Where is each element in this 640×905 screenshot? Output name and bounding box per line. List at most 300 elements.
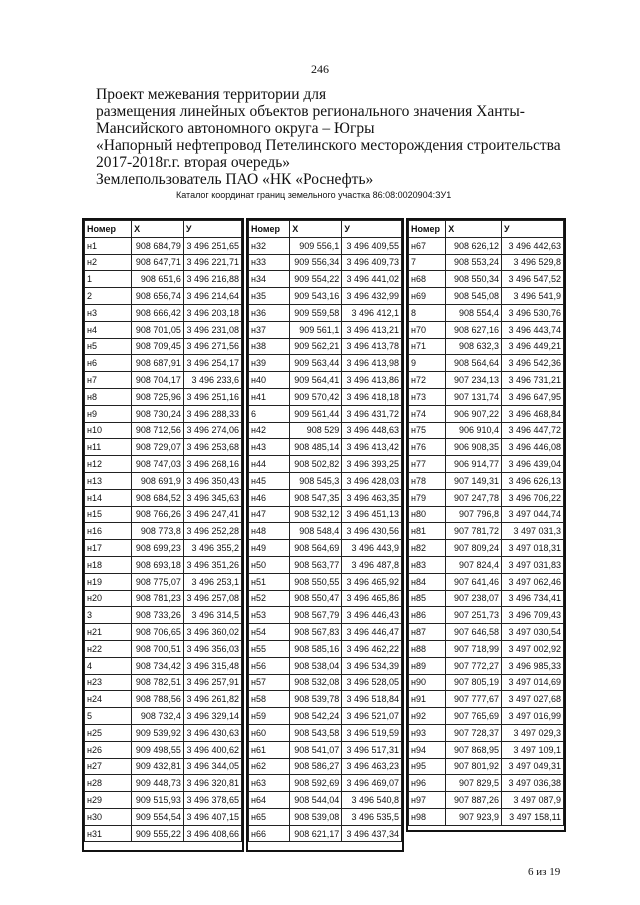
coord-y: 3 497 002,92 bbox=[501, 640, 563, 657]
coord-x: 909 559,58 bbox=[290, 304, 342, 321]
coord-y: 3 496 355,2 bbox=[183, 540, 241, 557]
coord-y: 3 496 441,02 bbox=[342, 271, 402, 288]
coord-x: 908 709,45 bbox=[132, 338, 184, 355]
table-row bbox=[409, 640, 564, 657]
table-row bbox=[249, 321, 402, 338]
table-row bbox=[409, 472, 564, 489]
table-row bbox=[85, 372, 242, 389]
table-row bbox=[409, 590, 564, 607]
coord-y: 3 496 356,03 bbox=[183, 640, 241, 657]
coord-x: 908 687,91 bbox=[132, 355, 184, 372]
coord-x: 908 542,24 bbox=[290, 708, 342, 725]
coord-y: 3 496 540,8 bbox=[342, 792, 402, 809]
point-number: н66 bbox=[249, 825, 290, 842]
coord-y: 3 496 530,76 bbox=[501, 304, 563, 321]
coord-x: 908 781,23 bbox=[132, 590, 184, 607]
table-row bbox=[85, 540, 242, 557]
coord-x: 908 543,58 bbox=[290, 724, 342, 741]
coord-y: 3 496 647,95 bbox=[501, 388, 563, 405]
table-row bbox=[249, 523, 402, 540]
point-number: н85 bbox=[409, 590, 446, 607]
coord-y: 3 496 541,9 bbox=[501, 288, 563, 305]
point-number: н9 bbox=[85, 405, 132, 422]
point-number: 6 bbox=[249, 405, 290, 422]
table-row bbox=[85, 271, 242, 288]
coord-y: 3 496 518,84 bbox=[342, 691, 402, 708]
coord-y: 3 496 221,71 bbox=[183, 254, 241, 271]
point-number: 2 bbox=[85, 288, 132, 305]
coord-x: 907 824,4 bbox=[446, 556, 502, 573]
point-number: н92 bbox=[409, 708, 446, 725]
table-row bbox=[409, 808, 564, 825]
coord-x: 907 829,5 bbox=[446, 775, 502, 792]
coord-y: 3 496 360,02 bbox=[183, 624, 241, 641]
coord-x: 907 234,13 bbox=[446, 372, 502, 389]
coord-x: 908 529 bbox=[290, 422, 342, 439]
coord-x: 908 647,71 bbox=[132, 254, 184, 271]
coord-x: 908 704,17 bbox=[132, 372, 184, 389]
coord-y: 3 496 463,35 bbox=[342, 489, 402, 506]
header-x: X bbox=[290, 221, 342, 238]
coord-y: 3 496 252,28 bbox=[183, 523, 241, 540]
table-row bbox=[85, 288, 242, 305]
point-number: н74 bbox=[409, 405, 446, 422]
title-line: Проект межевания территории для bbox=[96, 86, 327, 103]
point-number: 3 bbox=[85, 607, 132, 624]
coord-y: 3 496 314,5 bbox=[183, 607, 241, 624]
coord-x: 909 498,55 bbox=[132, 741, 184, 758]
coord-x: 908 545,3 bbox=[290, 472, 342, 489]
coord-x: 907 641,46 bbox=[446, 573, 502, 590]
coord-x: 908 567,83 bbox=[290, 624, 342, 641]
point-number: н62 bbox=[249, 758, 290, 775]
coord-y: 3 496 253,1 bbox=[183, 573, 241, 590]
table-row bbox=[409, 489, 564, 506]
coordinate-table-3 bbox=[406, 218, 566, 832]
coord-y: 3 496 430,56 bbox=[342, 523, 402, 540]
coord-y: 3 497 029,3 bbox=[501, 724, 563, 741]
table-row bbox=[409, 271, 564, 288]
table-row bbox=[409, 758, 564, 775]
header-number: Номер bbox=[409, 221, 446, 238]
coord-y: 3 496 351,26 bbox=[183, 556, 241, 573]
coord-y: 3 496 431,72 bbox=[342, 405, 402, 422]
point-number: н11 bbox=[85, 439, 132, 456]
coord-x: 908 699,23 bbox=[132, 540, 184, 557]
point-number: н4 bbox=[85, 321, 132, 338]
coord-x: 908 485,14 bbox=[290, 439, 342, 456]
table-row bbox=[409, 540, 564, 557]
table-row bbox=[249, 775, 402, 792]
coord-x: 908 656,74 bbox=[132, 288, 184, 305]
point-number: н30 bbox=[85, 808, 132, 825]
table-row bbox=[249, 657, 402, 674]
coord-x: 908 545,08 bbox=[446, 288, 502, 305]
table-row bbox=[409, 556, 564, 573]
coord-y: 3 497 158,11 bbox=[501, 808, 563, 825]
point-number: н36 bbox=[249, 304, 290, 321]
coord-x: 909 556,34 bbox=[290, 254, 342, 271]
coord-x: 908 532,08 bbox=[290, 674, 342, 691]
coord-x: 907 796,8 bbox=[446, 506, 502, 523]
point-number: н73 bbox=[409, 388, 446, 405]
coord-y: 3 496 447,72 bbox=[501, 422, 563, 439]
coord-y: 3 496 251,65 bbox=[183, 237, 241, 254]
table-row bbox=[85, 523, 242, 540]
point-number: н50 bbox=[249, 556, 290, 573]
coord-x: 907 805,19 bbox=[446, 674, 502, 691]
coord-x: 907 718,99 bbox=[446, 640, 502, 657]
coord-y: 3 496 542,36 bbox=[501, 355, 563, 372]
coord-x: 908 539,78 bbox=[290, 691, 342, 708]
catalog-title: Каталог координат границ земельного участка 86:08:0020904:ЗУ1 bbox=[176, 190, 452, 200]
coord-x: 908 732,4 bbox=[132, 708, 184, 725]
point-number: н83 bbox=[409, 556, 446, 573]
table-row bbox=[409, 321, 564, 338]
coord-y: 3 496 626,13 bbox=[501, 472, 563, 489]
coord-x: 908 550,34 bbox=[446, 271, 502, 288]
coord-y: 3 497 109,1 bbox=[501, 741, 563, 758]
title-line: 2017-2018г.г. вторая очередь» bbox=[96, 154, 291, 171]
point-number: н87 bbox=[409, 624, 446, 641]
coord-x: 908 691,9 bbox=[132, 472, 184, 489]
table-row bbox=[85, 624, 242, 641]
point-number: н16 bbox=[85, 523, 132, 540]
table-row bbox=[85, 590, 242, 607]
table-row bbox=[85, 674, 242, 691]
table-row bbox=[409, 657, 564, 674]
point-number: н15 bbox=[85, 506, 132, 523]
coord-x: 909 570,42 bbox=[290, 388, 342, 405]
coord-x: 907 772,27 bbox=[446, 657, 502, 674]
coord-x: 908 775,07 bbox=[132, 573, 184, 590]
table-row bbox=[85, 808, 242, 825]
table-row bbox=[85, 775, 242, 792]
point-number: н81 bbox=[409, 523, 446, 540]
coord-y: 3 496 378,65 bbox=[183, 792, 241, 809]
coord-x: 908 585,16 bbox=[290, 640, 342, 657]
coord-y: 3 496 413,86 bbox=[342, 372, 402, 389]
coord-x: 908 632,3 bbox=[446, 338, 502, 355]
point-number: н95 bbox=[409, 758, 446, 775]
table-row bbox=[409, 304, 564, 321]
coord-y: 3 496 469,07 bbox=[342, 775, 402, 792]
table-row bbox=[85, 556, 242, 573]
header-y: У bbox=[501, 221, 563, 238]
coord-y: 3 496 257,91 bbox=[183, 674, 241, 691]
point-number: н54 bbox=[249, 624, 290, 641]
point-number: н34 bbox=[249, 271, 290, 288]
table-row bbox=[85, 388, 242, 405]
table-row bbox=[85, 321, 242, 338]
coord-y: 3 496 393,25 bbox=[342, 456, 402, 473]
point-number: н94 bbox=[409, 741, 446, 758]
table-row bbox=[249, 607, 402, 624]
coord-x: 908 651,6 bbox=[132, 271, 184, 288]
point-number: н37 bbox=[249, 321, 290, 338]
point-number: н79 bbox=[409, 489, 446, 506]
coord-y: 3 496 407,15 bbox=[183, 808, 241, 825]
table-row bbox=[409, 691, 564, 708]
point-number: н40 bbox=[249, 372, 290, 389]
coord-x: 908 712,56 bbox=[132, 422, 184, 439]
table-row bbox=[85, 439, 242, 456]
point-number: н7 bbox=[85, 372, 132, 389]
table-row bbox=[249, 288, 402, 305]
point-number: н35 bbox=[249, 288, 290, 305]
table-row bbox=[409, 388, 564, 405]
point-number: н31 bbox=[85, 825, 132, 842]
table-row bbox=[85, 758, 242, 775]
table-row bbox=[85, 573, 242, 590]
table-row bbox=[85, 237, 242, 254]
coord-x: 908 701,05 bbox=[132, 321, 184, 338]
table-row bbox=[409, 338, 564, 355]
point-number: н12 bbox=[85, 456, 132, 473]
table-row bbox=[409, 237, 564, 254]
table-row bbox=[409, 372, 564, 389]
coord-x: 909 432,81 bbox=[132, 758, 184, 775]
table-row bbox=[409, 523, 564, 540]
coord-x: 909 556,1 bbox=[290, 237, 342, 254]
table-row bbox=[409, 724, 564, 741]
coord-x: 908 550,55 bbox=[290, 573, 342, 590]
point-number: н32 bbox=[249, 237, 290, 254]
point-number: н93 bbox=[409, 724, 446, 741]
table-row bbox=[249, 304, 402, 321]
coord-x: 906 910,4 bbox=[446, 422, 502, 439]
point-number: н47 bbox=[249, 506, 290, 523]
table-row bbox=[409, 674, 564, 691]
table-row bbox=[409, 708, 564, 725]
coord-y: 3 496 231,08 bbox=[183, 321, 241, 338]
coord-y: 3 496 247,41 bbox=[183, 506, 241, 523]
point-number: н21 bbox=[85, 624, 132, 641]
point-number: н48 bbox=[249, 523, 290, 540]
document-title bbox=[96, 86, 596, 188]
table-row bbox=[249, 556, 402, 573]
header-y: У bbox=[342, 221, 402, 238]
point-number: н91 bbox=[409, 691, 446, 708]
title-line: Мансийского автономного округа – Югры bbox=[96, 120, 375, 137]
point-number: н77 bbox=[409, 456, 446, 473]
table-row bbox=[249, 540, 402, 557]
point-number: н56 bbox=[249, 657, 290, 674]
coord-y: 3 496 253,68 bbox=[183, 439, 241, 456]
coord-x: 908 554,4 bbox=[446, 304, 502, 321]
coord-x: 907 781,72 bbox=[446, 523, 502, 540]
coord-y: 3 496 413,98 bbox=[342, 355, 402, 372]
coord-x: 908 621,17 bbox=[290, 825, 342, 842]
table-row bbox=[85, 657, 242, 674]
table-row bbox=[249, 573, 402, 590]
table-row bbox=[249, 590, 402, 607]
table-row bbox=[85, 708, 242, 725]
table-row bbox=[249, 825, 402, 842]
coord-y: 3 496 446,43 bbox=[342, 607, 402, 624]
coord-x: 909 554,22 bbox=[290, 271, 342, 288]
point-number: н64 bbox=[249, 792, 290, 809]
table-row bbox=[249, 741, 402, 758]
coord-y: 3 497 031,83 bbox=[501, 556, 563, 573]
title-line: Землепользователь ПАО «НК «Роснефть» bbox=[96, 171, 374, 188]
header-number: Номер bbox=[85, 221, 132, 238]
table-row bbox=[249, 724, 402, 741]
table-row bbox=[249, 808, 402, 825]
point-number: 5 bbox=[85, 708, 132, 725]
coord-y: 3 496 528,05 bbox=[342, 674, 402, 691]
point-number: н26 bbox=[85, 741, 132, 758]
table-row bbox=[85, 724, 242, 741]
table-row bbox=[409, 607, 564, 624]
point-number: н49 bbox=[249, 540, 290, 557]
coord-y: 3 496 534,39 bbox=[342, 657, 402, 674]
table-row bbox=[85, 640, 242, 657]
point-number: н76 bbox=[409, 439, 446, 456]
point-number: н38 bbox=[249, 338, 290, 355]
coord-x: 908 547,35 bbox=[290, 489, 342, 506]
table-row bbox=[85, 691, 242, 708]
coord-x: 907 887,26 bbox=[446, 792, 502, 809]
coord-x: 908 693,18 bbox=[132, 556, 184, 573]
coord-y: 3 496 437,34 bbox=[342, 825, 402, 842]
point-number: н29 bbox=[85, 792, 132, 809]
coord-y: 3 496 409,73 bbox=[342, 254, 402, 271]
coord-x: 908 564,69 bbox=[290, 540, 342, 557]
coord-x: 907 247,78 bbox=[446, 489, 502, 506]
coord-y: 3 496 465,86 bbox=[342, 590, 402, 607]
coord-y: 3 497 062,46 bbox=[501, 573, 563, 590]
point-number: н43 bbox=[249, 439, 290, 456]
coord-x: 908 550,47 bbox=[290, 590, 342, 607]
point-number: н17 bbox=[85, 540, 132, 557]
coord-y: 3 496 448,63 bbox=[342, 422, 402, 439]
coord-y: 3 496 413,78 bbox=[342, 338, 402, 355]
point-number: н5 bbox=[85, 338, 132, 355]
table-row bbox=[85, 304, 242, 321]
table-row bbox=[249, 372, 402, 389]
point-number: н84 bbox=[409, 573, 446, 590]
point-number: н70 bbox=[409, 321, 446, 338]
table-row bbox=[85, 456, 242, 473]
coord-x: 909 543,16 bbox=[290, 288, 342, 305]
coord-y: 3 496 254,17 bbox=[183, 355, 241, 372]
point-number: н69 bbox=[409, 288, 446, 305]
table-row bbox=[249, 640, 402, 657]
point-number: н63 bbox=[249, 775, 290, 792]
point-number: н90 bbox=[409, 674, 446, 691]
coord-x: 909 448,73 bbox=[132, 775, 184, 792]
coord-y: 3 497 030,54 bbox=[501, 624, 563, 641]
coord-y: 3 496 216,88 bbox=[183, 271, 241, 288]
coord-y: 3 496 412,1 bbox=[342, 304, 402, 321]
coord-y: 3 496 288,33 bbox=[183, 405, 241, 422]
table-row bbox=[249, 624, 402, 641]
table-row bbox=[249, 674, 402, 691]
coord-y: 3 496 430,63 bbox=[183, 724, 241, 741]
point-number: н78 bbox=[409, 472, 446, 489]
coord-x: 908 564,64 bbox=[446, 355, 502, 372]
table-row bbox=[249, 405, 402, 422]
header-x: X bbox=[132, 221, 184, 238]
coord-x: 907 868,95 bbox=[446, 741, 502, 758]
page-footer: 6 из 19 bbox=[528, 866, 561, 878]
coord-x: 909 563,44 bbox=[290, 355, 342, 372]
coord-y: 3 496 439,04 bbox=[501, 456, 563, 473]
table-row bbox=[249, 422, 402, 439]
table-row bbox=[249, 758, 402, 775]
coord-y: 3 497 087,9 bbox=[501, 792, 563, 809]
coord-x: 909 515,93 bbox=[132, 792, 184, 809]
table-row bbox=[409, 624, 564, 641]
coord-y: 3 496 734,41 bbox=[501, 590, 563, 607]
point-number: н55 bbox=[249, 640, 290, 657]
point-number: н22 bbox=[85, 640, 132, 657]
point-number: н19 bbox=[85, 573, 132, 590]
coord-x: 908 684,79 bbox=[132, 237, 184, 254]
table-row bbox=[85, 422, 242, 439]
table-row bbox=[249, 691, 402, 708]
coord-y: 3 496 547,52 bbox=[501, 271, 563, 288]
coord-x: 908 747,03 bbox=[132, 456, 184, 473]
coord-y: 3 496 446,08 bbox=[501, 439, 563, 456]
title-line: «Напорный нефтепровод Петелинского месторождения строительства bbox=[96, 137, 561, 154]
coord-y: 3 496 350,43 bbox=[183, 472, 241, 489]
point-number: 7 bbox=[409, 254, 446, 271]
coord-y: 3 496 345,63 bbox=[183, 489, 241, 506]
point-number: н23 bbox=[85, 674, 132, 691]
coord-y: 3 496 443,74 bbox=[501, 321, 563, 338]
point-number: н59 bbox=[249, 708, 290, 725]
point-number: н61 bbox=[249, 741, 290, 758]
table-row bbox=[85, 792, 242, 809]
table-row bbox=[409, 254, 564, 271]
point-number: н3 bbox=[85, 304, 132, 321]
coord-y: 3 496 451,13 bbox=[342, 506, 402, 523]
table-row bbox=[85, 472, 242, 489]
coord-x: 908 782,51 bbox=[132, 674, 184, 691]
point-number: н52 bbox=[249, 590, 290, 607]
coord-y: 3 496 442,63 bbox=[501, 237, 563, 254]
coord-x: 908 706,65 bbox=[132, 624, 184, 641]
point-number: н44 bbox=[249, 456, 290, 473]
table-row bbox=[409, 741, 564, 758]
coord-x: 907 801,92 bbox=[446, 758, 502, 775]
coord-x: 908 733,26 bbox=[132, 607, 184, 624]
table-row bbox=[249, 792, 402, 809]
point-number: н80 bbox=[409, 506, 446, 523]
point-number: 8 bbox=[409, 304, 446, 321]
title-line: размещения линейных объектов регионального значения Ханты- bbox=[96, 103, 525, 120]
coord-y: 3 497 031,3 bbox=[501, 523, 563, 540]
point-number: н42 bbox=[249, 422, 290, 439]
coord-y: 3 496 408,66 bbox=[183, 825, 241, 842]
coord-y: 3 496 400,62 bbox=[183, 741, 241, 758]
header-y: У bbox=[183, 221, 241, 238]
table-row bbox=[249, 439, 402, 456]
table-row bbox=[409, 355, 564, 372]
coord-x: 907 809,24 bbox=[446, 540, 502, 557]
coord-y: 3 496 418,18 bbox=[342, 388, 402, 405]
coord-y: 3 496 268,16 bbox=[183, 456, 241, 473]
coord-y: 3 496 529,8 bbox=[501, 254, 563, 271]
point-number: 9 bbox=[409, 355, 446, 372]
coord-y: 3 496 261,82 bbox=[183, 691, 241, 708]
coord-y: 3 496 344,05 bbox=[183, 758, 241, 775]
coord-y: 3 496 274,06 bbox=[183, 422, 241, 439]
coord-y: 3 496 985,33 bbox=[501, 657, 563, 674]
coord-y: 3 497 018,31 bbox=[501, 540, 563, 557]
